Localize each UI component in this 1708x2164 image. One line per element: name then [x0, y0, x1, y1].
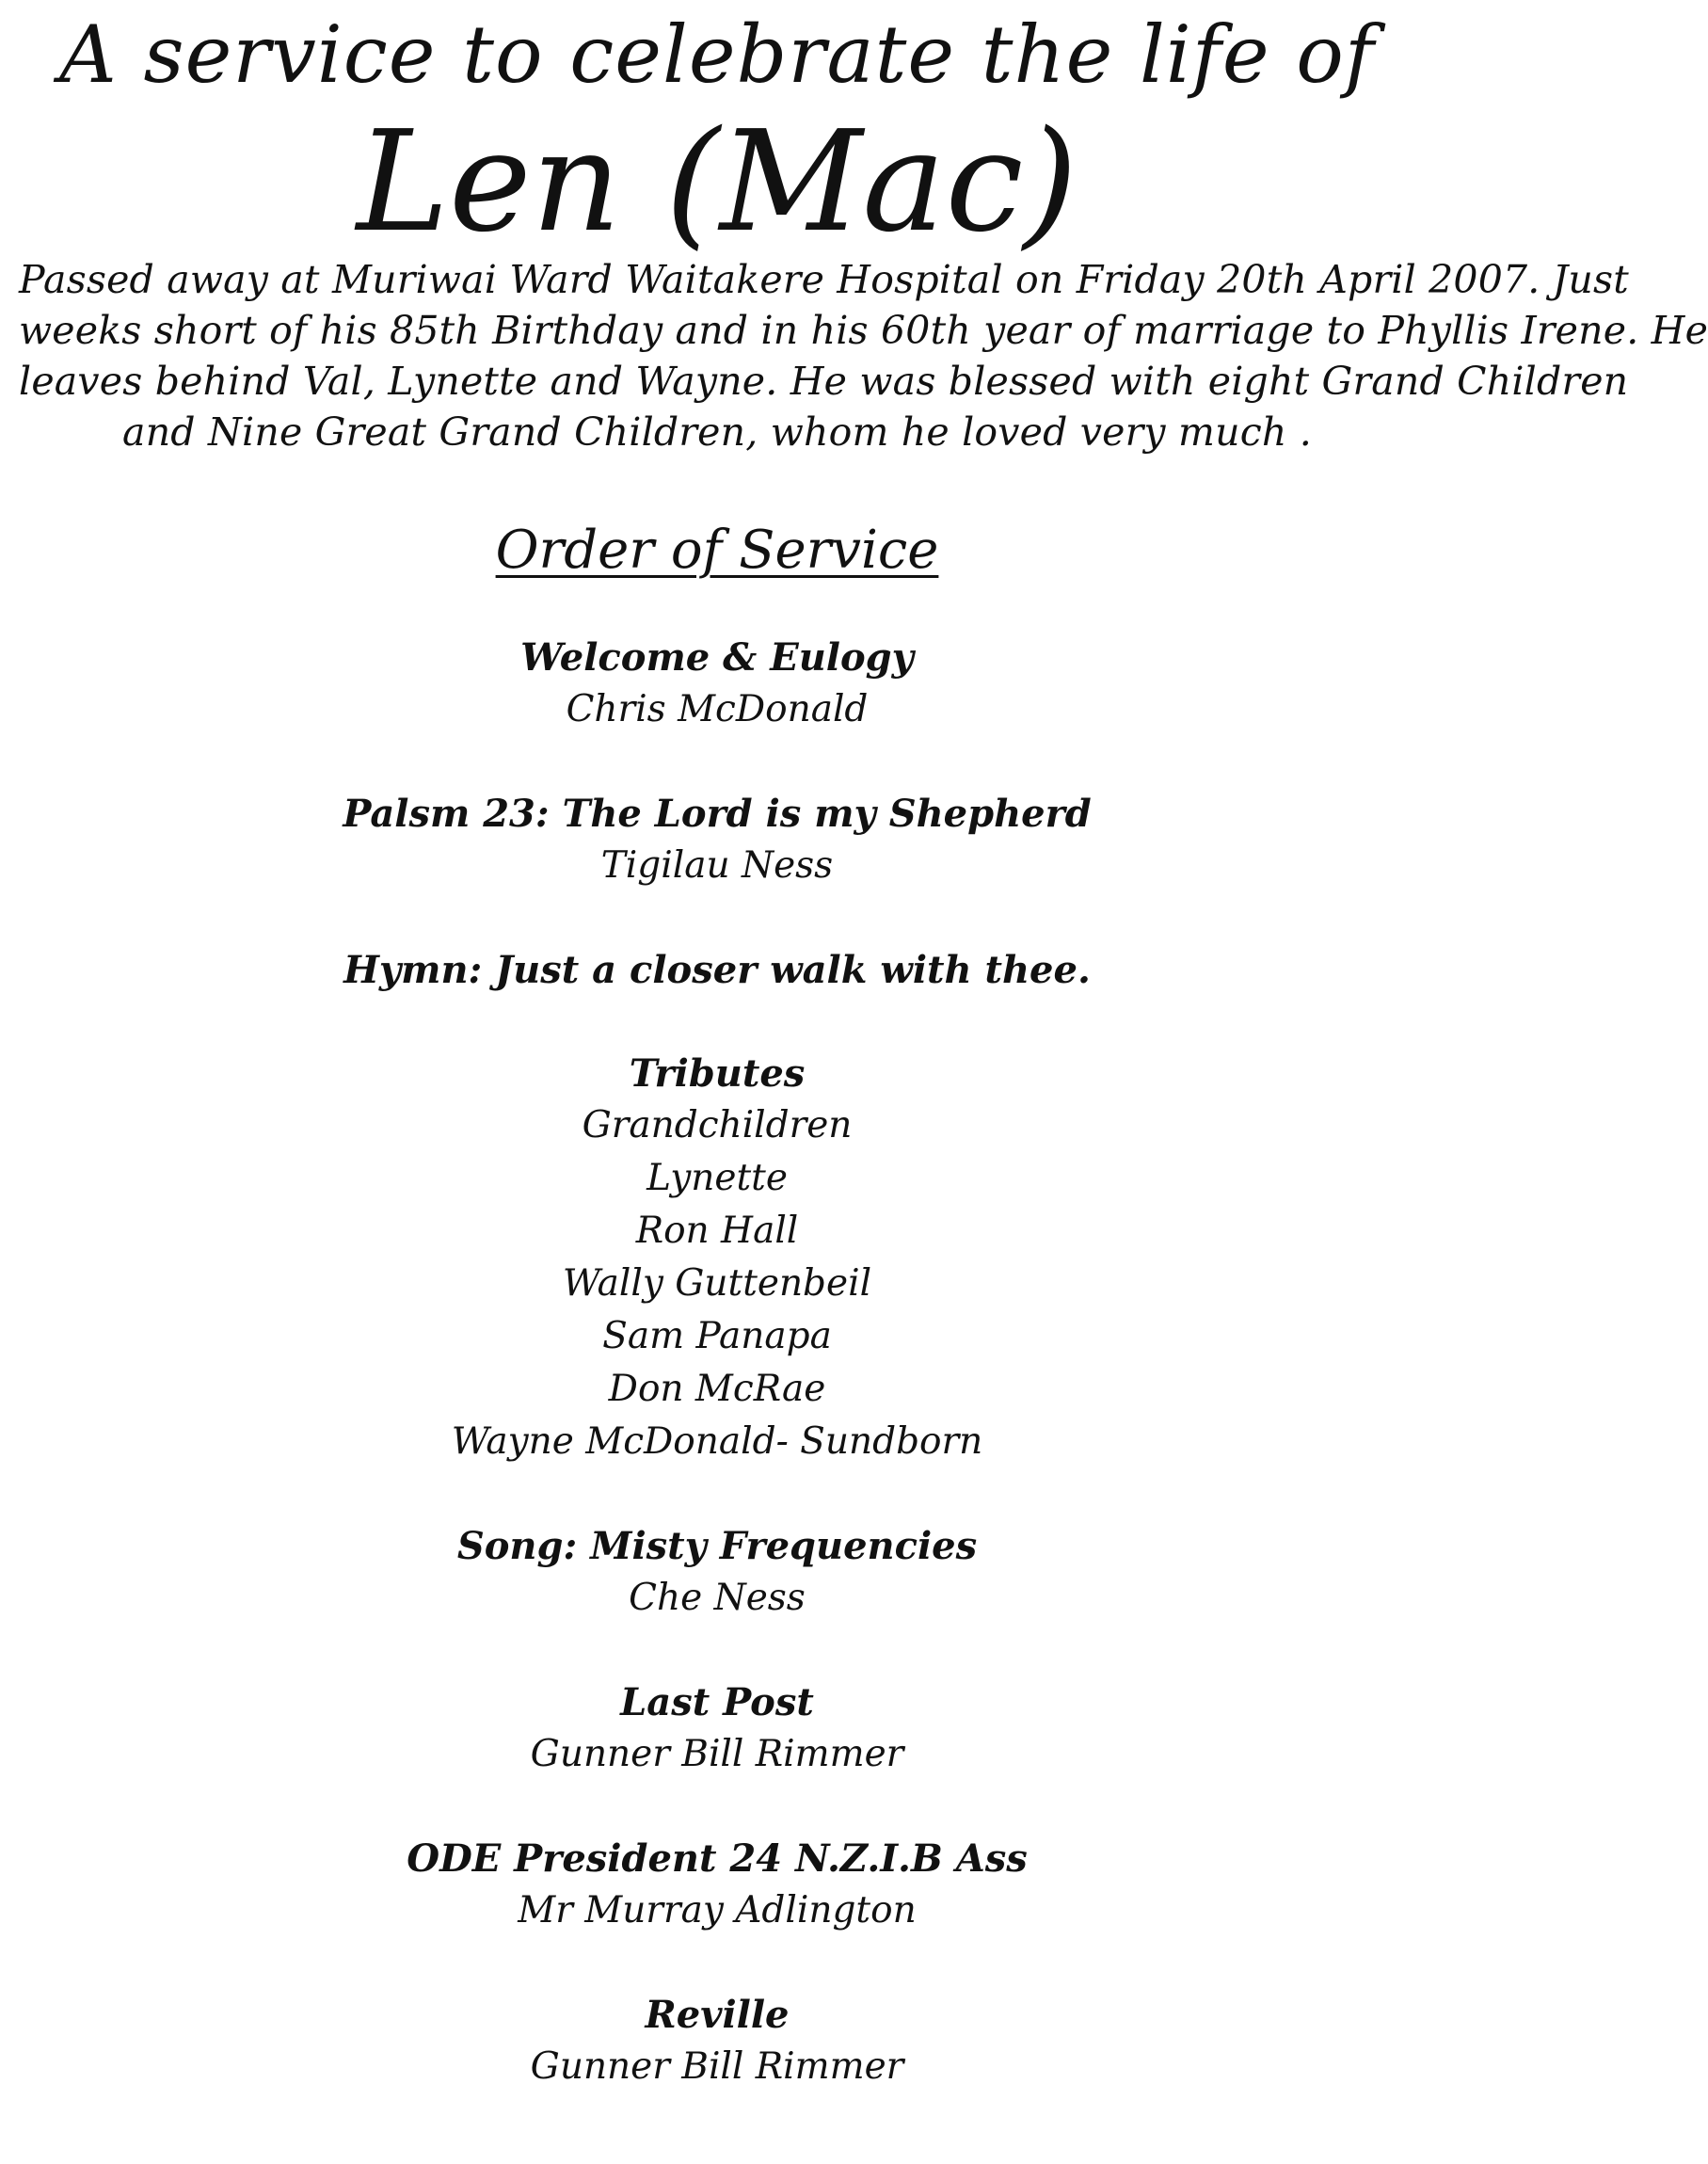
service-item-person: Lynette	[646, 1157, 788, 1199]
service-item-title: Tributes	[629, 1051, 806, 1096]
service-item-person: Gunner Bill Rimmer	[530, 2045, 904, 2088]
service-item	[0, 1834, 1434, 1937]
order-of-service-heading: Order of Service	[495, 520, 939, 581]
service-item-title: ODE President 24 N.Z.I.B Ass	[407, 1836, 1028, 1881]
service-item-person: Sam Panapa	[602, 1315, 832, 1357]
service-item	[0, 945, 1434, 996]
service-item-title: Last Post	[620, 1680, 814, 1724]
intro-line: weeks short of his 85th Birthday and in his 60th year of marriage to Phyllis Irene. He	[19, 308, 1708, 353]
service-item-person: Tigilau Ness	[600, 844, 834, 887]
service-item	[0, 633, 1434, 736]
intro-line: Passed away at Muriwai Ward Waitakere Hospital on Friday 20th April 2007. Just	[19, 257, 1629, 302]
service-item-title: Hymn: Just a closer walk with thee.	[343, 948, 1091, 992]
service-item-title: Welcome & Eulogy	[520, 635, 914, 680]
service-item-title: Palsm 23: The Lord is my Shepherd	[343, 792, 1092, 836]
service-items	[0, 633, 1434, 2146]
intro-paragraph	[19, 254, 1708, 457]
service-item-person: Wayne McDonald- Sundborn	[451, 1420, 983, 1463]
service-item-person: Wally Guttenbeil	[562, 1262, 872, 1305]
service-item-person: Che Ness	[629, 1577, 806, 1619]
intro-line: leaves behind Val, Lynette and Wayne. He was blessed with eight Grand Children	[19, 359, 1629, 404]
service-item-person: Grandchildren	[582, 1104, 853, 1146]
intro-line: and Nine Great Grand Children, whom he loved very much .	[122, 409, 1312, 455]
service-item-title: Song: Misty Frequencies	[456, 1524, 978, 1568]
service-item	[0, 789, 1434, 892]
service-item	[0, 1049, 1434, 1468]
service-item-person: Mr Murray Adlington	[518, 1889, 917, 1932]
service-item-person: Don McRae	[608, 1368, 826, 1410]
service-item	[0, 1521, 1434, 1625]
service-item-person: Ron Hall	[635, 1210, 799, 1252]
service-item-title: Reville	[645, 1993, 790, 2037]
service-item-person: Chris McDonald	[566, 688, 869, 730]
service-item-person: Gunner Bill Rimmer	[530, 1733, 904, 1775]
service-item	[0, 1677, 1434, 1781]
service-item	[0, 1990, 1434, 2093]
title-name: Len (Mac)	[356, 101, 1078, 263]
title-line-1: A service to celebrate the life of	[59, 8, 1375, 101]
